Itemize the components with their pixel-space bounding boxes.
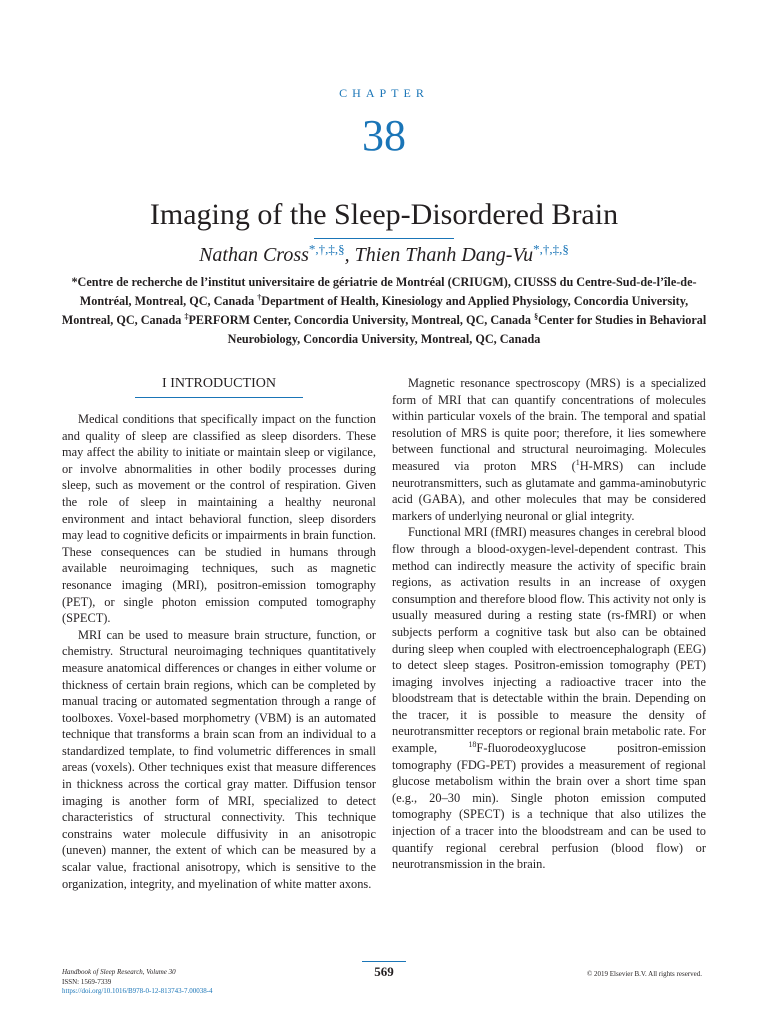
page-number-divider — [362, 961, 406, 962]
superscript: 1 — [575, 457, 580, 467]
author-line — [0, 242, 768, 268]
book-title: Handbook of Sleep Research, Volume 30 — [62, 968, 176, 976]
paragraph-text: Functional MRI (fMRI) measures changes in cerebral blood flow through a blood-oxygen-level-dependent contrast. This method can indirectly measure the activity of specific brain regions, as activation results in an increase of oxygen consumption and therefore blood flow. This activity not only is usually measured during a resting state (rs-fMRI) or when subjects perform a cognitive task but also can be obtained during sleep when coupled with electroencephalograph (EEG) to detect sleep stages. Positron-emission tomography (PET) imaging involves injecting a radioactive tracer into the bloodstream that is detectable within the brain. Depending on the tracer, it is possible to measure the density of neurotransmitter receptors or regional brain metabolic rate. For example, — [392, 525, 706, 756]
paragraph-text: Magnetic resonance spectroscopy (MRS) is a specialized form of MRI that can quantify concentrations of molecules within particular voxels of the brain. The temporal and spatial resolution of MRS is quite poor; therefore, it lies somewhere between functional and structural neuroimaging. Molecules measured via proton MRS ( — [392, 376, 706, 473]
chapter-label: CHAPTER — [339, 86, 429, 100]
paragraph — [392, 524, 706, 872]
affiliations — [58, 273, 710, 349]
author-affiliation-marks: *,†,‡,§ — [308, 241, 345, 257]
copyright: © 2019 Elsevier B.V. All rights reserved. — [586, 970, 702, 978]
paragraph: MRI can be used to measure brain structure, function, or chemistry. Structural neuroimaging techniques quantitatively measure anatomical differences or changes in either volume or thickness of certain brain regions, which can be completed by manual tracing or automated segmentation through a range of toolboxes. Voxel-based morphometry (VBM) is an automated technique that transforms a brain scan from an individual to a standardized template, to find volumetric differences in small areas (voxels). Other techniques exist that measure differences in thickness across the cortical gray matter. Diffusion tensor imaging is another form of MRI, specialized to detect characteristics of structural connectivity. This technique constrains water molecule diffusivity in an anisotropic (uneven) manner, the extent of which can be measured by a scalar value, fractional anisotropy, which is sensitive to the organization, integrity, and myelination of white matter axons. — [62, 627, 376, 891]
affiliation-mark: † — [257, 292, 262, 302]
affiliation-mark: § — [534, 311, 539, 321]
page-title: Imaging of the Sleep-Disordered Brain — [149, 198, 619, 231]
affiliation-mark: ‡ — [184, 311, 189, 321]
author-separator: , — [344, 244, 355, 266]
issn: ISSN: 1569-7339 — [62, 977, 112, 986]
right-column — [392, 375, 706, 873]
affiliation-text: *Centre de recherche de l’institut universitaire de gériatrie de Montréal (CRIUGM), CIUSSS du Centre-Sud-de-l’île-de-Montréal, Montreal, QC, Canada — [71, 275, 697, 308]
title-divider — [314, 238, 454, 239]
section-divider — [135, 397, 303, 398]
author-name: Nathan Cross — [199, 244, 309, 266]
chapter-number: 38 — [362, 111, 406, 160]
paragraph — [392, 375, 706, 524]
paragraph: Medical conditions that specifically impact on the function and quality of sleep are classified as sleep disorders. These may affect the ability to initiate or maintain sleep or vigilance, or involve abnormalities in other bodily processes during sleep, such as movement or the control of respiration. Given the role of sleep in maintaining a healthy neuronal environment and intact behavioral function, sleep disorders may lead to cognitive deficits or impairments in brain function. These consequences can be studied in humans through available neuroimaging techniques, such as magnetic resonance imaging (MRI), positron-emission tomography (PET), or single photon emission computed tomography (SPECT). — [62, 412, 376, 626]
page-number: 569 — [374, 964, 394, 979]
superscript: 18 — [468, 739, 477, 749]
doi-link[interactable]: https://doi.org/10.1016/B978-0-12-813743-7.00038-4 — [62, 987, 213, 995]
author-affiliation-marks: *,†,‡,§ — [533, 241, 569, 257]
author-name: Thien Thanh Dang-Vu — [354, 244, 534, 266]
affiliation-text: Department of Health, Kinesiology and Applied Physiology, Concordia University, Montreal, QC, Canada — [61, 294, 689, 327]
left-column — [62, 375, 376, 892]
paragraph-text: H-MRS) can include neurotransmitters, such as glutamate and gamma-aminobutyric acid (GABA), and other molecules that may be considered markers of underlying neuronal or glial integrity. — [392, 458, 707, 523]
affiliation-text: Center for Studies in Behavioral Neurobiology, Concordia University, Montreal, QC, Canada — [227, 313, 707, 346]
paragraph-text: F-fluorodeoxyglucose positron-emission tomography (FDG-PET) provides a measurement of regional glucose metabolism within the brain over a short time span (e.g., 20–30 min). Single photon emission computed tomography (SPECT) is a technique that also utilizes the injection of a tracer into the bloodstream and can be used to quantify regional cerebral perfusion (blood flow) or neurotransmission in the brain. — [392, 741, 706, 872]
section-heading: I INTRODUCTION — [162, 376, 276, 391]
affiliation-text: PERFORM Center, Concordia University, Montreal, QC, Canada — [188, 313, 535, 327]
